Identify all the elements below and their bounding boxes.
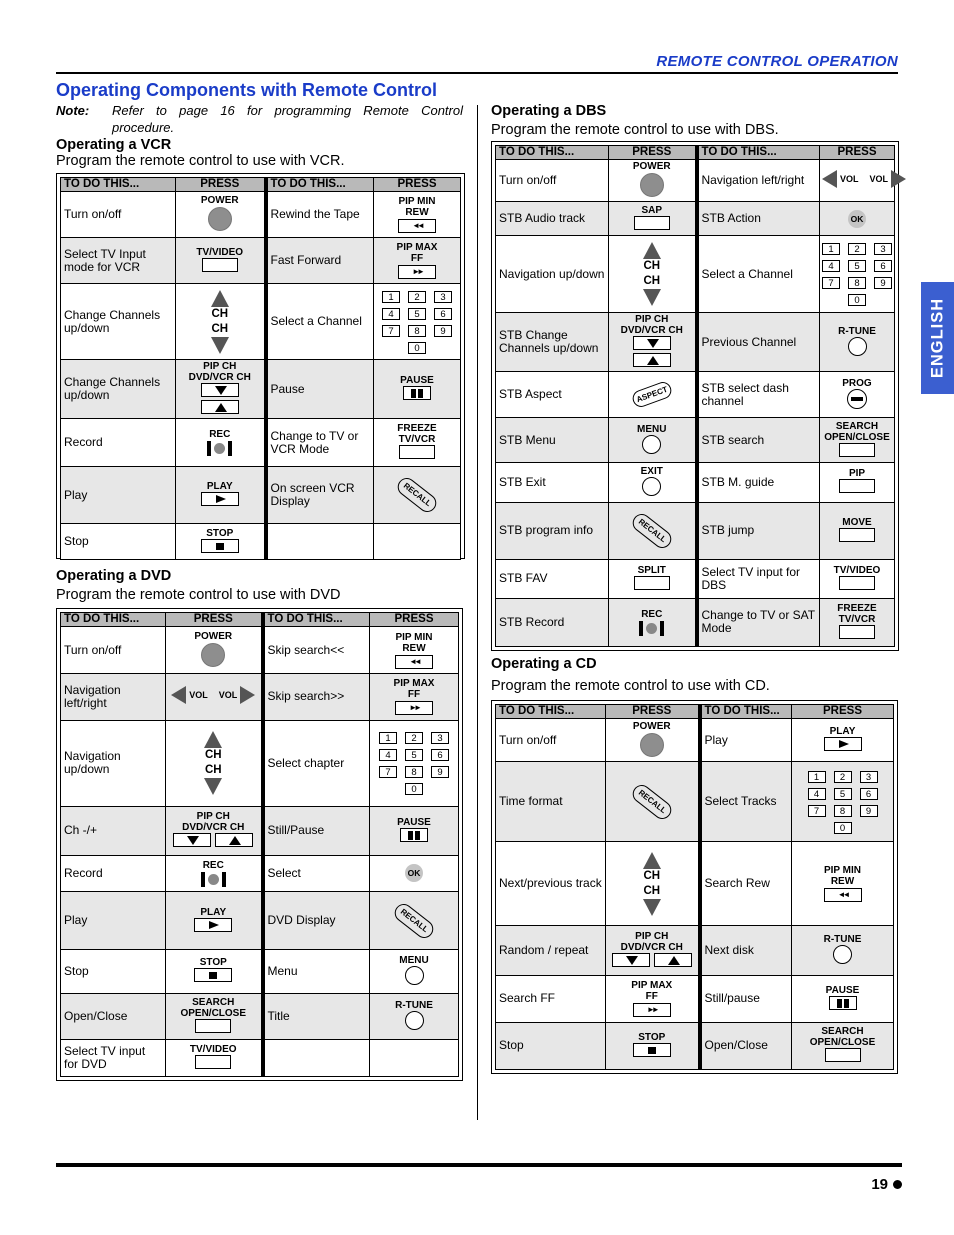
footer-rule <box>56 1163 902 1167</box>
key-label: MENU <box>637 423 667 435</box>
action-label: Turn on/off <box>496 160 609 202</box>
record-icon <box>201 871 226 887</box>
key-label: CH <box>643 884 661 897</box>
play-icon <box>824 737 862 751</box>
rewind-icon: ◄◄ <box>824 888 862 902</box>
key-label: SEARCH <box>835 420 879 432</box>
key-label: POWER <box>194 630 233 642</box>
action-label: Play <box>61 892 166 950</box>
cd-table <box>495 704 894 1070</box>
key-label: PIP CH <box>635 931 669 943</box>
action-label: Stop <box>496 1022 606 1069</box>
key-label: TV/VCR <box>838 613 876 625</box>
action-label: Stop <box>61 524 176 560</box>
key-label: CH <box>211 307 229 320</box>
key-label: PIP CH <box>635 314 669 326</box>
dbs-heading: Operating a DBS <box>491 103 607 119</box>
action-label: Navigation left/right <box>697 160 820 202</box>
action-label: Ch -/+ <box>61 806 166 855</box>
action-label: Menu <box>263 950 370 994</box>
action-label: Select <box>263 855 370 892</box>
key-label: DVD/VCR CH <box>620 942 683 954</box>
pause-icon <box>400 828 428 842</box>
action-label: Navigation up/down <box>61 720 166 806</box>
key-label: PIP MIN <box>398 196 436 207</box>
ok-button-icon: OK <box>405 864 423 882</box>
record-icon <box>207 440 232 456</box>
rewind-icon: ◄◄ <box>395 655 433 669</box>
recall-icon: RECALL <box>629 781 675 822</box>
power-button-icon <box>201 643 225 667</box>
stop-icon <box>633 1043 671 1057</box>
page-number: 19 <box>871 1176 888 1193</box>
action-label: Still/Pause <box>263 806 370 855</box>
key-label: PIP MIN <box>823 865 862 877</box>
exit-button-icon <box>642 477 661 496</box>
action-label: Skip search<< <box>263 627 370 674</box>
play-icon <box>201 492 239 506</box>
vcr-table <box>60 177 461 560</box>
action-label: Select TV Input mode for VCR <box>61 238 176 284</box>
action-label: Previous Channel <box>697 313 820 372</box>
key-label: CH <box>204 749 222 762</box>
col-header: TO DO THIS... <box>496 146 609 160</box>
action-label: Change Channels up/down <box>61 284 176 360</box>
key-label: FF <box>410 253 424 264</box>
key-label: REC <box>641 608 663 620</box>
key-label: OPEN/CLOSE <box>824 431 890 443</box>
action-label: Pause <box>266 360 374 419</box>
ch-up-icon <box>643 242 661 259</box>
key-label: DVD/VCR CH <box>620 325 683 337</box>
search-button-icon <box>195 1019 231 1033</box>
action-label: STB Action <box>697 202 820 236</box>
key-label: MENU <box>399 954 429 966</box>
action-label: Open/Close <box>700 1022 792 1069</box>
search-button-icon <box>825 1048 861 1062</box>
key-label: FREEZE <box>837 602 877 614</box>
key-label: DVD/VCR CH <box>182 822 245 834</box>
action-label: Navigation left/right <box>61 673 166 720</box>
action-label: STB search <box>697 418 820 462</box>
dbs-subtitle: Program the remote control to use with DBS. <box>491 122 779 138</box>
key-label: CH <box>211 322 229 335</box>
key-label: STOP <box>199 957 227 969</box>
freeze-button-icon <box>839 625 875 639</box>
action-label: Time format <box>496 762 606 842</box>
ch-down-icon <box>643 899 661 916</box>
key-label: FREEZE <box>397 423 437 434</box>
ch-up-icon <box>633 353 671 367</box>
action-label: STB program info <box>496 502 609 559</box>
pause-icon <box>829 996 857 1010</box>
ch-down-icon <box>633 336 671 350</box>
keypad-icon: 1 2 3 4 5 6 7 8 9 0 <box>382 291 452 354</box>
action-label: Fast Forward <box>266 238 374 284</box>
power-button-icon <box>208 207 232 231</box>
action-label: Select a Channel <box>697 236 820 313</box>
action-label: Turn on/off <box>496 719 606 762</box>
col-header: PRESS <box>609 146 697 160</box>
action-label: On screen VCR Display <box>266 467 374 524</box>
tv-video-button-icon <box>195 1055 231 1069</box>
key-label: R-TUNE <box>395 1000 433 1012</box>
action-label: STB Audio track <box>496 202 609 236</box>
key-label: TV/VIDEO <box>833 564 881 576</box>
key-label: PIP MAX <box>393 678 435 690</box>
key-label: PAUSE <box>400 375 434 386</box>
key-label: PLAY <box>206 481 233 492</box>
cd-heading: Operating a CD <box>491 656 597 672</box>
header-rule <box>56 72 898 74</box>
dvd-table <box>60 612 459 1077</box>
dvd-table-frame <box>56 608 463 1081</box>
search-button-icon <box>839 443 875 457</box>
key-label: R-TUNE <box>823 934 862 946</box>
cd-subtitle: Program the remote control to use with CD. <box>491 678 770 694</box>
action-label: STB select dash channel <box>697 372 820 418</box>
column-divider <box>477 105 478 1120</box>
prog-button-icon <box>847 389 867 409</box>
col-header: PRESS <box>370 613 459 627</box>
tv-video-button-icon <box>202 258 238 272</box>
move-button-icon <box>839 528 875 542</box>
action-label: STB FAV <box>496 559 609 598</box>
col-header: PRESS <box>820 146 895 160</box>
ch-down-icon <box>201 383 239 397</box>
key-label: CH <box>643 869 661 882</box>
running-header: REMOTE CONTROL OPERATION <box>656 53 898 70</box>
action-label: DVD Display <box>263 892 370 950</box>
col-header: TO DO THIS... <box>700 705 792 719</box>
vcr-heading: Operating a VCR <box>56 137 172 153</box>
action-label: STB Exit <box>496 462 609 502</box>
col-header: PRESS <box>374 178 461 192</box>
col-header: PRESS <box>606 705 700 719</box>
ch-up-icon <box>654 953 692 967</box>
action-label: Select chapter <box>263 720 370 806</box>
key-label: TV/VIDEO <box>189 1044 237 1056</box>
power-button-icon <box>640 173 664 197</box>
action-label: Search Rew <box>700 842 792 926</box>
action-label: Search FF <box>496 975 606 1022</box>
key-label: PAUSE <box>397 816 431 828</box>
key-label: TV/VIDEO <box>196 246 244 258</box>
col-header: TO DO THIS... <box>263 613 370 627</box>
key-label: PIP CH <box>196 811 230 823</box>
key-label: FF <box>645 991 658 1003</box>
r-tune-button-icon <box>833 945 852 964</box>
key-label: PLAY <box>200 906 227 918</box>
action-label: Open/Close <box>61 993 166 1040</box>
ch-down-icon <box>612 953 650 967</box>
vcr-subtitle: Program the remote control to use with VCR. <box>56 153 345 169</box>
ch-up-icon <box>204 731 222 748</box>
key-label: SEARCH <box>192 997 235 1009</box>
rewind-icon: ◄◄ <box>398 219 436 233</box>
sap-button-icon <box>634 216 670 230</box>
key-label: STOP <box>638 1031 666 1043</box>
key-label: MOVE <box>842 516 872 528</box>
action-label: Navigation up/down <box>496 236 609 313</box>
r-tune-button-icon <box>848 337 867 356</box>
r-tune-button-icon <box>405 1011 424 1030</box>
key-label: PLAY <box>829 726 856 738</box>
record-icon <box>639 620 664 636</box>
key-label: PIP MAX <box>631 980 673 992</box>
dvd-heading: Operating a DVD <box>56 568 172 584</box>
menu-button-icon <box>642 435 661 454</box>
col-header: TO DO THIS... <box>61 178 176 192</box>
action-label: Next/previous track <box>496 842 606 926</box>
key-label: PIP CH <box>203 361 237 372</box>
action-label: Turn on/off <box>61 192 176 238</box>
key-label: SEARCH <box>821 1026 864 1038</box>
action-label: Record <box>61 419 176 467</box>
key-label: STOP <box>206 527 234 539</box>
pip-button-icon <box>839 479 875 493</box>
aspect-button-icon: ASPECT <box>630 380 673 410</box>
menu-button-icon <box>405 966 424 985</box>
fast-forward-icon: ►► <box>398 265 436 279</box>
language-side-tab <box>921 282 954 394</box>
key-label: REC <box>209 428 231 440</box>
key-label: OPEN/CLOSE <box>809 1037 876 1049</box>
action-label: Change to TV or VCR Mode <box>266 419 374 467</box>
key-label: SAP <box>641 204 663 216</box>
key-label: TV/VCR <box>398 434 436 445</box>
note-label: Note: <box>56 103 90 118</box>
key-label: PIP MAX <box>396 242 438 253</box>
dbs-table-frame <box>491 141 899 651</box>
fast-forward-icon: ►► <box>633 1003 671 1017</box>
keypad-icon: 1 2 3 4 5 6 7 8 9 0 <box>379 732 449 795</box>
action-label: Change Channels up/down <box>61 360 176 419</box>
dbs-table <box>495 145 895 647</box>
stop-icon <box>201 539 239 553</box>
col-header: PRESS <box>166 613 263 627</box>
volume-arrows-icon: VOL VOL <box>822 170 906 188</box>
action-label: STB Aspect <box>496 372 609 418</box>
action-label: STB Change Channels up/down <box>496 313 609 372</box>
ch-down-icon <box>173 833 211 847</box>
action-label: Change to TV or SAT Mode <box>697 598 820 646</box>
action-label: Play <box>61 467 176 524</box>
action-label: Select Tracks <box>700 762 792 842</box>
key-label: POWER <box>632 161 671 173</box>
ch-up-icon <box>643 852 661 869</box>
page-title: Operating Components with Remote Control <box>56 80 437 100</box>
action-label: Select TV input for DVD <box>61 1040 166 1077</box>
recall-icon: RECALL <box>391 900 437 941</box>
action-label: Next disk <box>700 926 792 975</box>
ok-button-icon: OK <box>848 210 866 228</box>
stop-icon <box>194 968 232 982</box>
note-text: Refer to page 16 for programming Remote Control procedure. <box>112 103 463 135</box>
key-label: REW <box>405 207 429 218</box>
action-label: Stop <box>61 950 166 994</box>
key-label: POWER <box>200 195 239 206</box>
keypad-icon: 1 2 3 4 5 6 7 8 9 0 <box>808 771 878 834</box>
volume-arrows-icon: VOL VOL <box>171 686 255 704</box>
key-label: R-TUNE <box>838 325 876 337</box>
key-label: REC <box>202 859 224 871</box>
col-header: TO DO THIS... <box>61 613 166 627</box>
key-label: EXIT <box>640 465 663 477</box>
key-label: REW <box>402 642 426 654</box>
fast-forward-icon: ►► <box>395 701 433 715</box>
ch-down-icon <box>204 778 222 795</box>
key-label: CH <box>204 764 222 777</box>
action-label: Select a Channel <box>266 284 374 360</box>
key-label: REW <box>830 876 855 888</box>
key-label: PAUSE <box>825 984 860 996</box>
ch-up-icon <box>215 833 253 847</box>
action-label: Random / repeat <box>496 926 606 975</box>
action-label: Record <box>61 855 166 892</box>
keypad-icon: 1 2 3 4 5 6 7 8 9 0 <box>822 243 892 306</box>
key-label: DVD/VCR CH <box>188 372 251 383</box>
ch-down-icon <box>643 289 661 306</box>
split-button-icon <box>634 576 670 590</box>
action-label: Rewind the Tape <box>266 192 374 238</box>
cd-table-frame <box>491 700 898 1074</box>
action-label: STB M. guide <box>697 462 820 502</box>
vcr-table-frame <box>56 173 465 559</box>
action-label: Still/pause <box>700 975 792 1022</box>
col-header: TO DO THIS... <box>496 705 606 719</box>
play-icon <box>194 918 232 932</box>
key-label: POWER <box>632 720 671 732</box>
action-label: STB Record <box>496 598 609 646</box>
col-header: TO DO THIS... <box>266 178 374 192</box>
action-label: STB Menu <box>496 418 609 462</box>
key-label: PIP <box>848 468 866 480</box>
action-label: STB jump <box>697 502 820 559</box>
key-label: PROG <box>842 377 872 389</box>
freeze-button-icon <box>399 445 435 459</box>
action-label: Skip search>> <box>263 673 370 720</box>
key-label: CH <box>643 275 661 288</box>
key-label: OPEN/CLOSE <box>180 1008 247 1020</box>
ch-up-icon <box>201 400 239 414</box>
tv-video-button-icon <box>839 576 875 590</box>
action-label: Title <box>263 993 370 1040</box>
pause-icon <box>403 386 431 400</box>
key-label: PIP MIN <box>395 631 433 643</box>
col-header: PRESS <box>792 705 894 719</box>
language-label: ENGLISH <box>928 297 946 379</box>
action-label: Select TV input for DBS <box>697 559 820 598</box>
key-label: SPLIT <box>637 564 666 576</box>
col-header: TO DO THIS... <box>697 146 820 160</box>
bullet-dot-icon <box>893 1180 902 1189</box>
action-label: Turn on/off <box>61 627 166 674</box>
key-label: FF <box>407 689 421 701</box>
recall-icon: RECALL <box>629 510 675 551</box>
col-header: PRESS <box>176 178 266 192</box>
power-button-icon <box>640 733 664 757</box>
key-label: CH <box>643 260 661 273</box>
ch-down-icon <box>211 337 229 354</box>
action-label: Play <box>700 719 792 762</box>
dvd-subtitle: Program the remote control to use with DVD <box>56 587 341 603</box>
ch-up-icon <box>211 290 229 307</box>
recall-icon: RECALL <box>394 474 440 515</box>
